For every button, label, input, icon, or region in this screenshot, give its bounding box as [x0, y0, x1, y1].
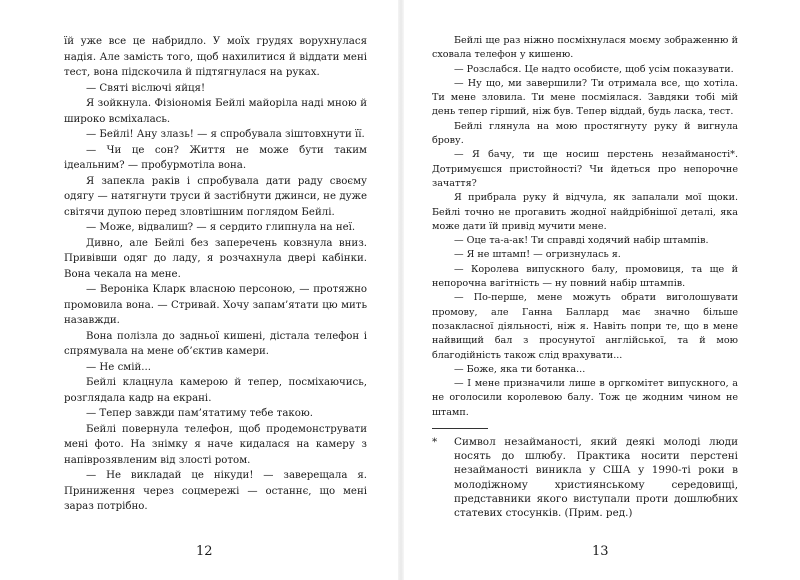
paragraph: їй уже все це набридло. У моїх грудях ворухнулася надія. Але замість того, щоб нахилитися й віддати мені тест, вона підскочила й підтягнулася на руках. — [64, 36, 367, 78]
page-number-right: 13 — [592, 544, 609, 559]
footnote — [432, 435, 738, 520]
left-page — [64, 34, 367, 515]
paragraph: — І мене призначили лише в оргкомітет випускного, а не оголосили королевою балу. Тож це жодним чином не штамп. — [432, 378, 738, 418]
paragraph: — Вероніка Кларк власною персоною, — протяжно промовила вона. — Стривай. Хочу запам’ятати цю мить назавжди. — [64, 284, 367, 326]
paragraph: — Я бачу, ти ще носиш перстень незайманості*. Дотримуєшся пристойності? Чи йдеться про непорочне зачаття? — [432, 149, 738, 189]
paragraph: Я прибрала руку й відчула, як запалали мої щоки. Бейлі точно не прогавить жодної найдрібнішої деталі, яка може дати їй привід мучити мене. — [432, 192, 738, 232]
footnote-text: Символ незайманості, який деякі молоді люди носять до шлюбу. Практика носити перстені незайманості виникла у США у 1990-ті роки в молодіжному християнському середовищі, представники якого виступали проти дошлюбних статевих стосунків. (Прим. ред.) — [454, 436, 738, 520]
paragraph: — Королева випускного балу, промовиця, та ще й непорочна вагітність — ну повний набір штампів. — [432, 263, 738, 290]
paragraph: — Ну що, ми завершили? Ти отримала все, що хотіла. Ти мене зловила. Ти мене посміялася. Завдяки тобі мій день тепер гірший, ніж був. Тепер віддай, будь ласка, тест. — [432, 77, 738, 118]
paragraph: Вона полізла до задньої кишені, дістала телефон і спрямувала на мене об’єктив камери. — [64, 330, 367, 357]
paragraph: — Тепер завжди пам’ятатиму тебе такою. — [86, 408, 313, 419]
paragraph: — Я не штамп! — огризнулась я. — [454, 249, 621, 261]
paragraph: — Святі віслючі яйця! — [86, 82, 206, 94]
paragraph: Бейлі ще раз ніжно посміхнулася моєму зображенню й сховала телефон у кишеню. — [432, 35, 738, 61]
paragraph: — Бейлі! Ану злазь! — я спробувала зіштовхнути її. — [86, 129, 365, 140]
paragraph: — Може, відвалиш? — я сердито глипнула на неї. — [86, 222, 356, 233]
paragraph: Я запекла раків і спробувала дати раду своєму одягу — натягнути труси й застібнути джинси, не дуже світячи дупою перед зловтішним поглядом Бейлі. — [64, 175, 367, 218]
paragraph: — Оце та-а-ак! Ти справді ходячий набір штампів. — [454, 235, 709, 247]
book-gutter — [398, 0, 404, 580]
paragraph: Дивно, але Бейлі без заперечень ковзнула вниз. Привівши одяг до ладу, я розчахнула двері кабінки. Вона чекала на мене. — [64, 237, 367, 280]
paragraph: Я зойкнула. Фізіономія Бейлі майоріла наді мною й широко всміхалась. — [64, 98, 367, 125]
paragraph: Бейлі глянула на мою простягнуту руку й вигнула брову. — [432, 120, 738, 147]
paragraph: — Розслабся. Це надто особисте, щоб усім показувати. — [454, 63, 734, 75]
paragraph: — Не викладай це нікуди! — заверещала я. Приниження через соцмережі — останнє, що мені зараз потрібно. — [64, 470, 367, 512]
page-number-left: 12 — [196, 544, 213, 559]
paragraph: Бейлі повернула телефон, щоб продемонструвати мені фото. На знімку я наче кидалася на камеру з напіврозявленим від злості ротом. — [64, 423, 367, 466]
footnote-divider — [432, 428, 488, 429]
right-page — [432, 34, 738, 520]
paragraph: — По-перше, мене можуть обрати виголошувати промову, але Ганна Баллард має значно більше позакласної діяльності, ніж я. Навіть попри те, що в мене найвищий бал з просунутої англійської, та й мою благодійність також слід врахувати... — [432, 292, 738, 361]
paragraph: — Чи це сон? Життя не може бути таким ідеальним? — пробурмотіла вона. — [64, 144, 367, 171]
footnote-mark: * — [432, 436, 438, 449]
paragraph: — Не смій... — [86, 361, 151, 373]
paragraph: Бейлі клацнула камерою й тепер, посміхаючись, розглядала кадр на екрані. — [64, 377, 367, 404]
paragraph: — Боже, яка ти ботанка... — [454, 363, 586, 375]
